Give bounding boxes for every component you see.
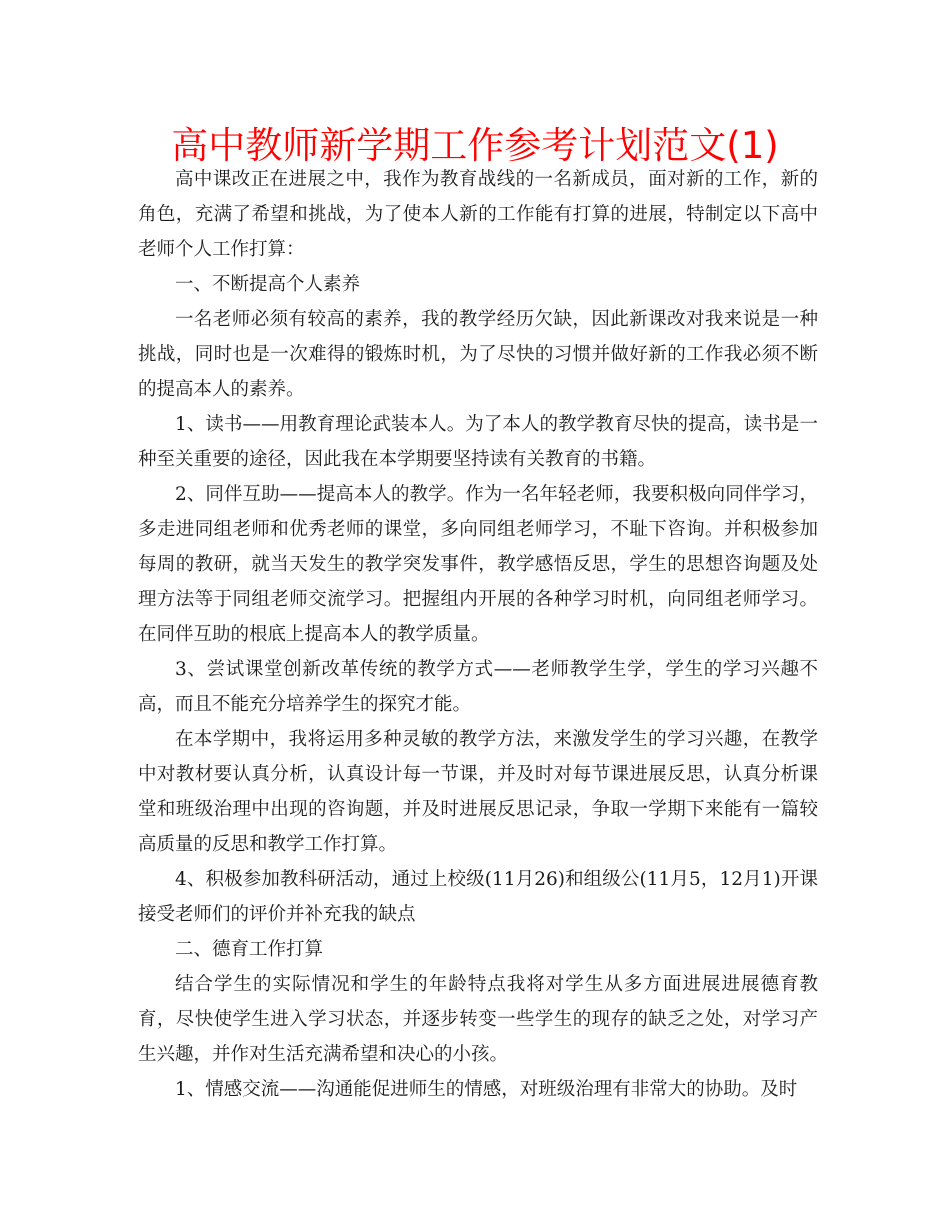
paragraph: 结合学生的实际情况和学生的年龄特点我将对学生从多方面进展进展德育教育，尽快使学生进入学习状态，并逐步转变一些学生的现存的缺乏之处，对学习产生兴趣，并作对生活充满希望和决心的小孩。 [138,974,818,1065]
list-item-1: 1、情感交流——沟通能促进师生的情感，对班级治理有非常大的协助。及时 [175,1079,798,1100]
list-item-3: 3、尝试课堂创新改革传统的教学方式——老师教学生学，学生的学习兴趣不高，而且不能充分培养学生的探究才能。 [138,659,818,715]
section-heading-1: 一、不断提高个人素养 [175,274,361,295]
paragraph-intro: 高中课改正在进展之中，我作为教育战线的一名新成员，面对新的工作，新的角色，充满了希望和挑战，为了使本人新的工作能有打算的进展，特制定以下高中老师个人工作打算： [138,169,818,260]
paragraph: 一名老师必须有较高的素养，我的教学经历欠缺，因此新课改对我来说是一种挑战，同时也是一次难得的锻炼时机，为了尽快的习惯并做好新的工作我必须不断的提高本人的素养。 [138,309,818,400]
document-body [138,162,818,1107]
list-item-1: 1、读书——用教育理论武装本人。为了本人的教学教育尽快的提高，读书是一种至关重要的途径，因此我在本学期要坚持读有关教育的书籍。 [138,414,818,470]
list-item-4: 4、积极参加教科研活动，通过上校级(11月26)和组级公(11月5，12月1)开课接受老师们的评价并补充我的缺点 [138,869,818,925]
document-title: 高中教师新学期工作参考计划范文(1) [171,124,779,167]
section-heading-2: 二、德育工作打算 [175,939,324,960]
list-item-2: 2、同伴互助——提高本人的教学。作为一名年轻老师，我要积极向同伴学习，多走进同组老师和优秀老师的课堂，多向同组老师学习，不耻下咨询。并积极参加每周的教研，就当天发生的教学突发事件，教学感悟反思，学生的思想咨询题及处理方法等于同组老师交流学习。把握组内开展的各种学习时机，向同组老师学习。在同伴互助的根底上提高本人的教学质量。 [138,484,818,645]
paragraph: 在本学期中，我将运用多种灵敏的教学方法，来激发学生的学习兴趣，在教学中对教材要认真分析，认真设计每一节课，并及时对每节课进展反思，认真分析课堂和班级治理中出现的咨询题，并及时进展反思记录，争取一学期下来能有一篇较高质量的反思和教学工作打算。 [138,729,818,855]
